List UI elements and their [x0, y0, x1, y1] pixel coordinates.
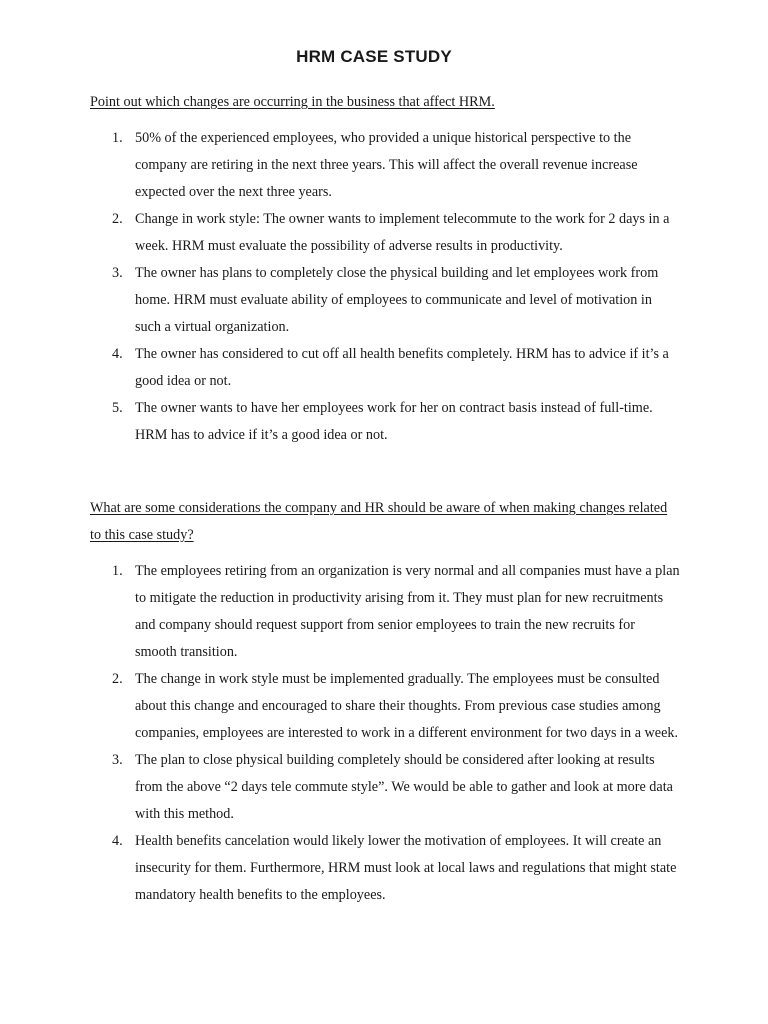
list-item [0, 828, 680, 909]
considerations-list [0, 558, 768, 909]
list-number: 3. [112, 752, 123, 768]
list-item-text: The owner has considered to cut off all health benefits completely. HRM has to advice if it’s a good idea or not. [135, 346, 669, 389]
page-title: HRM CASE STUDY [296, 47, 452, 66]
list-item [0, 666, 680, 747]
list-item [0, 341, 680, 395]
section-question-changes: Point out which changes are occurring in the business that affect HRM. [90, 94, 495, 110]
list-item [0, 206, 680, 260]
list-number: 2. [112, 671, 123, 687]
list-number: 1. [112, 130, 123, 146]
list-item-text: 50% of the experienced employees, who provided a unique historical perspective to the company are retiring in the next three years. This will affect the overall revenue increase expected over the next three years. [135, 130, 638, 200]
list-item [0, 260, 680, 341]
section-question-considerations: What are some considerations the company and HR should be aware of when making changes related to this case study? [90, 500, 668, 543]
list-item-text: The employees retiring from an organization is very normal and all companies must have a plan to mitigate the reduction in productivity arising from it. They must plan for new recruitments and company should request support from senior employees to train the new recruits for smooth transition. [135, 563, 680, 660]
list-item-text: Health benefits cancelation would likely lower the motivation of employees. It will create an insecurity for them. Furthermore, HRM must look at local laws and regulations that might state mandatory health benefits to the employees. [135, 833, 677, 903]
list-item [0, 558, 680, 666]
list-number: 4. [112, 833, 123, 849]
list-item [0, 395, 680, 449]
list-item-text: The owner has plans to completely close the physical building and let employees work from home. HRM must evaluate ability of employees to communicate and level of motivation in such a virtual organization. [135, 265, 659, 335]
list-number: 1. [112, 563, 123, 579]
list-number: 5. [112, 400, 123, 416]
list-item [0, 747, 680, 828]
list-item-text: The owner wants to have her employees work for her on contract basis instead of full-time. HRM has to advice if it’s a good idea or not. [135, 400, 653, 443]
list-item-text: Change in work style: The owner wants to implement telecommute to the work for 2 days in a week. HRM must evaluate the possibility of adverse results in productivity. [135, 211, 670, 254]
changes-list [0, 125, 768, 449]
list-number: 4. [112, 346, 123, 362]
list-item-text: The plan to close physical building completely should be considered after looking at results from the above “2 days tele commute style”. We would be able to gather and look at more data with this method. [135, 752, 673, 822]
list-item-text: The change in work style must be implemented gradually. The employees must be consulted about this change and encouraged to share their thoughts. From previous case studies among companies, employees are interested to work in a different environment for two days in a week. [135, 671, 679, 741]
list-number: 3. [112, 265, 123, 281]
list-number: 2. [112, 211, 123, 227]
list-item [0, 125, 680, 206]
